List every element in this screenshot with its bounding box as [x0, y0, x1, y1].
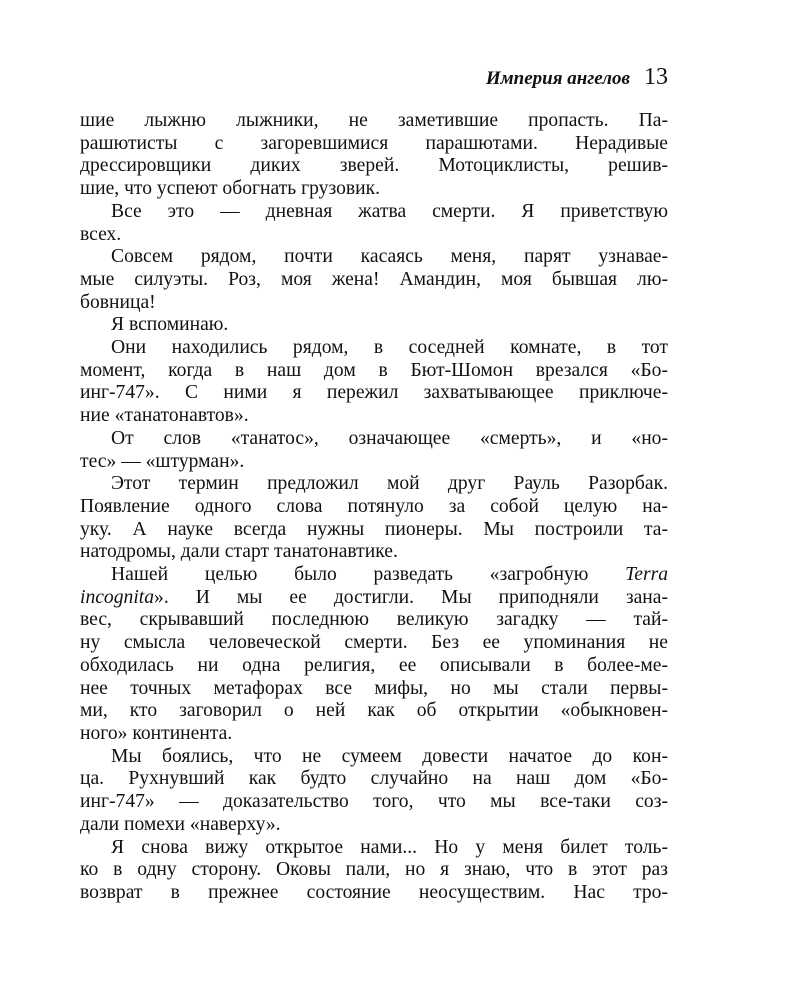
text-line: шие лыжню лыжники, не заметившие пропасть. Па-	[80, 110, 668, 131]
text-line: ние «танатонавтов».	[80, 405, 249, 427]
text-line: шие, что успеют обогнать грузовик.	[80, 178, 381, 200]
text-line: дрессировщики диких зверей. Мотоциклисты, решив-	[80, 155, 668, 177]
text-line: Я снова вижу открытое нами... Но у меня билет толь-	[111, 836, 668, 858]
text-line: натодромы, дали старт танатонавтике.	[80, 541, 398, 563]
text-line: инг-747». С ними я пережил захватывающее приключе-	[80, 382, 668, 404]
text-line: вес, скрывавший последнюю великую загадку — тай-	[80, 609, 668, 631]
text-line: бовница!	[80, 291, 156, 313]
text-fragment: ». И мы ее достигли. Мы приподняли зана-	[154, 586, 668, 608]
paragraph-5	[80, 337, 668, 428]
text-line: ну смысла человеческой смерти. Без ее упоминания не	[80, 632, 668, 654]
text-line	[80, 587, 668, 610]
text-line: дали помехи «наверху».	[80, 813, 281, 835]
text-line: Мы боялись, что не сумеем довести начатое до кон-	[111, 745, 668, 767]
text-line: момент, когда в наш дом в Бют-Шомон врезался «Бо-	[80, 359, 668, 381]
paragraph-7	[80, 473, 668, 564]
paragraph-8	[80, 564, 668, 746]
paragraph-2	[80, 201, 668, 246]
page-number: 13	[644, 64, 668, 90]
text-line: нее точных метафорах все мифы, но мы стали первы-	[80, 677, 668, 699]
text-line: всех.	[80, 223, 122, 245]
text-line: ко в одну сторону. Оковы пали, но я знаю, что в этот раз	[80, 859, 668, 881]
paragraph-6	[80, 428, 668, 473]
paragraph-3	[80, 246, 668, 314]
text-line: Совсем рядом, почти касаясь меня, парят узнавае-	[111, 246, 668, 268]
text-line: уку. А науке всегда нужны пионеры. Мы построили та-	[80, 518, 668, 540]
paragraph-10	[80, 837, 668, 905]
text-line: возврат в прежнее состояние неосуществим. Нас тро-	[80, 881, 668, 903]
text-line: мые силуэты. Роз, моя жена! Амандин, моя бывшая лю-	[80, 268, 668, 290]
text-line: Появление одного слова потянуло за собой целую на-	[80, 495, 668, 517]
body-text	[80, 110, 668, 905]
paragraph-1	[80, 110, 668, 201]
text-line: ного» континента.	[80, 722, 233, 744]
text-line: Я вспоминаю.	[111, 314, 229, 336]
text-fragment: Нашей целью было разведать «загробную	[111, 564, 626, 586]
paragraph-4	[80, 314, 668, 337]
text-line: обходилась ни одна религия, ее описывали в более-ме-	[80, 654, 668, 676]
text-line: Они находились рядом, в соседней комнате, в тот	[111, 337, 668, 359]
italic-term: incognita	[80, 586, 155, 608]
running-title: Империя ангелов	[485, 68, 630, 89]
text-line	[80, 564, 668, 587]
text-line: Этот термин предложил мой друг Рауль Разорбак.	[111, 473, 668, 495]
text-line: тес» — «штурман».	[80, 450, 245, 472]
text-line: инг-747» — доказательство того, что мы все-таки соз-	[80, 791, 668, 813]
text-line: ми, кто заговорил о ней как об открытии «обыкновен-	[80, 700, 668, 722]
running-header	[80, 64, 668, 91]
text-line: От слов «танатос», означающее «смерть», и «но-	[111, 427, 668, 449]
text-line: Все это — дневная жатва смерти. Я приветствую	[111, 200, 668, 222]
paragraph-9	[80, 746, 668, 837]
text-line: ца. Рухнувший как будто случайно на наш дом «Бо-	[80, 768, 668, 790]
text-line: рашютисты с загоревшимися парашютами. Нерадивые	[80, 132, 668, 154]
italic-term: Terra	[625, 564, 668, 586]
